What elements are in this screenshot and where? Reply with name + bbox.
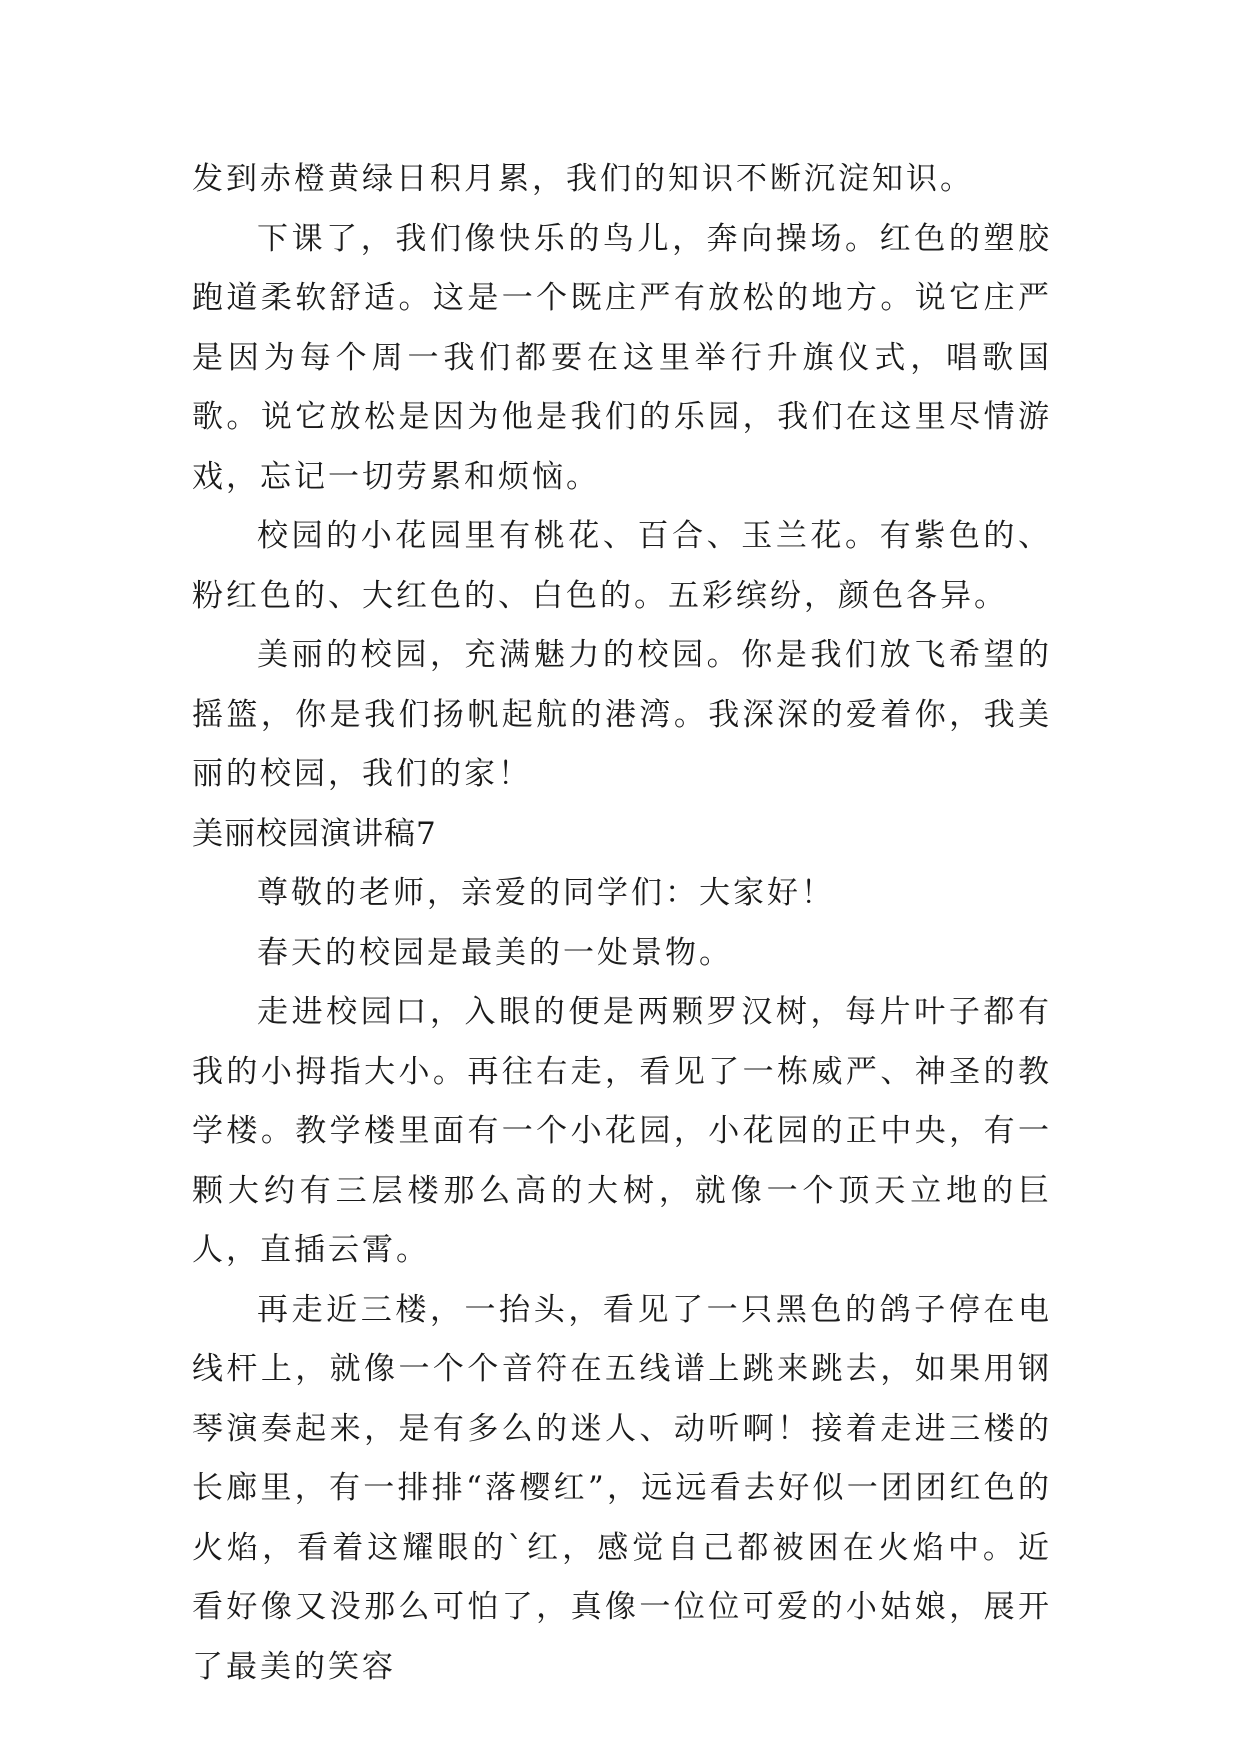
paragraph: 下课了，我们像快乐的鸟儿，奔向操场。红色的塑胶跑道柔软舒适。这是一个既庄严有放松的地方。说它庄严是因为每个周一我们都要在这里举行升旗仪式，唱歌国歌。说它放松是因为他是我们的乐园，我们在这里尽情游戏，忘记一切劳累和烦恼。 bbox=[192, 220, 1052, 495]
paragraph: 校园的小花园里有桃花、百合、玉兰花。有紫色的、粉红色的、大红色的、白色的。五彩缤纷，颜色各异。 bbox=[192, 518, 1052, 614]
paragraph: 走进校园口，入眼的便是两颗罗汉树，每片叶子都有我的小拇指大小。再往右走，看见了一栋威严、神圣的教学楼。教学楼里面有一个小花园，小花园的正中央，有一颗大约有三层楼那么高的大树，就像一个顶天立地的巨人，直插云霄。 bbox=[192, 994, 1052, 1268]
paragraph: 美丽的校园，充满魅力的校园。你是我们放飞希望的摇篮，你是我们扬帆起航的港湾。我深深的爱着你，我美丽的校园，我们的家！ bbox=[192, 637, 1052, 792]
paragraph: 春天的校园是最美的一处景物。 bbox=[257, 934, 733, 971]
section-title: 美丽校园演讲稿7 bbox=[192, 815, 437, 852]
paragraph: 发到赤橙黄绿日积月累，我们的知识不断沉淀知识。 bbox=[192, 161, 974, 197]
document-body bbox=[192, 150, 1052, 1697]
paragraph: 再走近三楼，一抬头，看见了一只黑色的鸽子停在电线杆上，就像一个个音符在五线谱上跳来跳去，如果用钢琴演奏起来，是有多么的迷人、动听啊！接着走进三楼的长廊里，有一排排“落樱红”，远远看去好似一团团红色的火焰，看着这耀眼的`红，感觉自己都被困在火焰中。近看好像又没那么可怕了，真像一位位可爱的小姑娘，展开了最美的笑容 bbox=[192, 1291, 1052, 1685]
paragraph: 尊敬的老师，亲爱的同学们：大家好！ bbox=[257, 875, 835, 911]
